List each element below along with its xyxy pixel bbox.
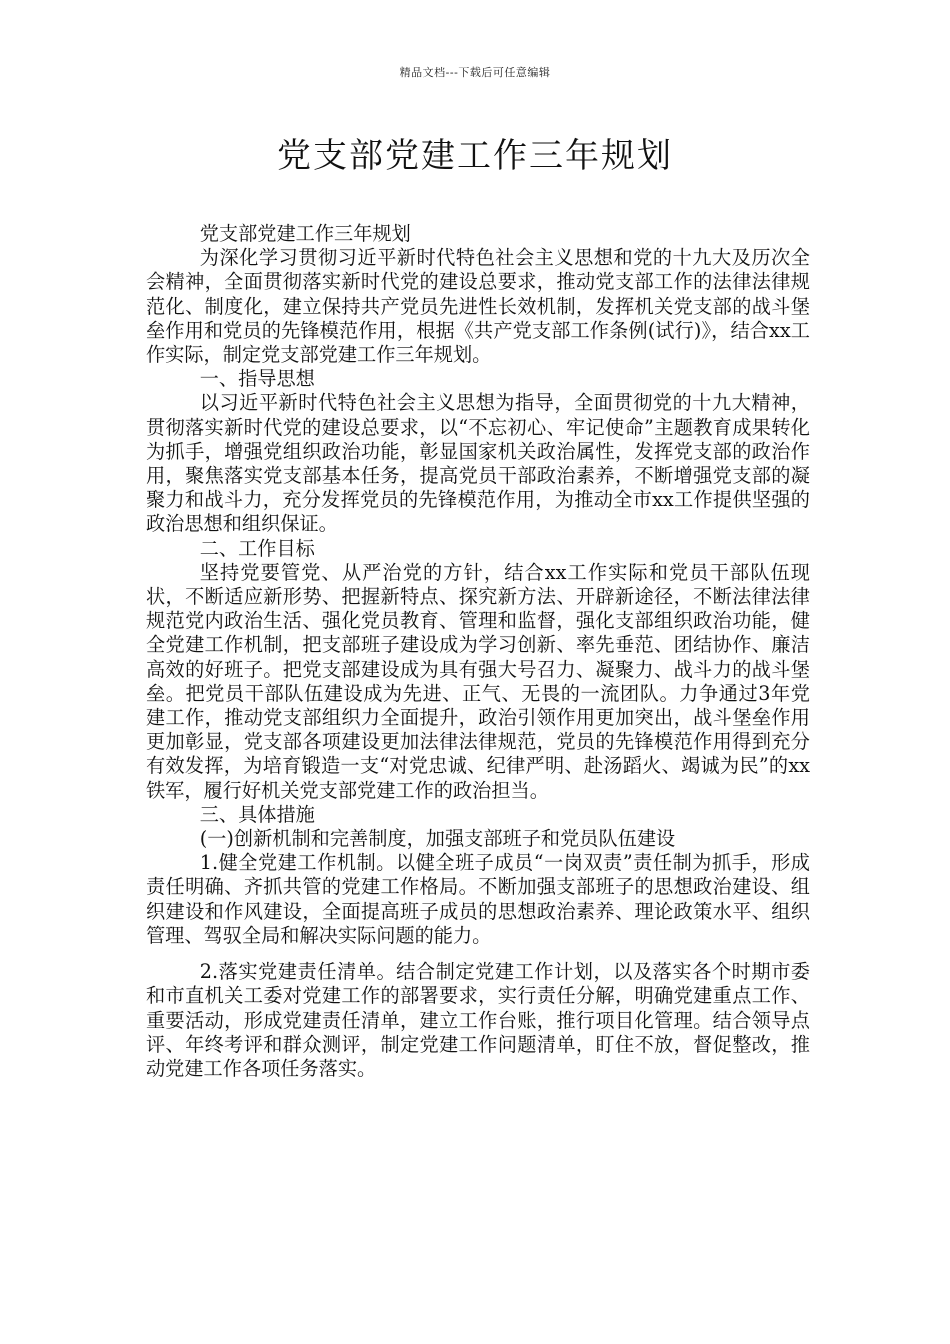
document-title: 党支部党建工作三年规划 xyxy=(277,136,673,176)
paragraph-intro: 为深化学习贯彻习近平新时代特色社会主义思想和党的十九大及历次全会精神，全面贯彻落实新时代党的建设总要求，推动党支部工作的法律法律规范化、制度化，建立保持共产党员先进性长效机制，发挥机关党支部的战斗堡垒作用和党员的先锋模范作用，根据《共产党支部工作条例(试行)》，结合xx工作实际，制定党支部党建工作三年规划。 xyxy=(146,246,810,367)
paragraph-subtitle: 党支部党建工作三年规划 xyxy=(199,222,411,245)
paragraph-guiding-ideology: 以习近平新时代特色社会主义思想为指导，全面贯彻党的十九大精神，贯彻落实新时代党的建设总要求，以“不忘初心、牢记使命”主题教育成果转化为抓手，增强党组织政治功能，彰显国家机关政治属性，发挥党支部的政治作用，聚焦落实党支部基本任务，提高党员干部政治素养，不断增强党支部的凝聚力和战斗力，充分发挥党员的先锋模范作用，为推动全市xx工作提供坚强的政治思想和组织保证。 xyxy=(146,391,810,536)
document-body xyxy=(146,222,810,1081)
section-heading-work-goals: 二、工作目标 xyxy=(199,536,315,560)
section-heading-specific-measures: 三、具体措施 xyxy=(199,802,315,826)
subsection-heading-mechanism: (一)创新机制和完善制度，加强支部班子和党员队伍建设 xyxy=(199,827,676,851)
page-header-note: 精品文档---下载后可任意编辑 xyxy=(399,66,551,79)
paragraph-item-2: 2.落实党建责任清单。结合制定党建工作计划，以及落实各个时期市委和市直机关工委对党建工作的部署要求，实行责任分解，明确党建重点工作、重要活动，形成党建责任清单，建立工作台账，推行项目化管理。结合领导点评、年终考评和群众测评，制定党建工作问题清单，盯住不放，督促整改，推动党建工作各项任务落实。 xyxy=(146,960,810,1080)
paragraph-item-1: 1.健全党建工作机制。以健全班子成员“一岗双责”责任制为抓手，形成责任明确、齐抓共管的党建工作格局。不断加强支部班子的思想政治建设、组织建设和作风建设，全面提高班子成员的思想政治素养、理论政策水平、组织管理、驾驭全局和解决实际问题的能力。 xyxy=(146,851,810,947)
section-heading-guiding-ideology: 一、指导思想 xyxy=(199,367,315,391)
paragraph-work-goals: 坚持党要管党、从严治党的方针，结合xx工作实际和党员干部队伍现状，不断适应新形势、把握新特点、探究新方法、开辟新途径，不断法律法律规范党内政治生活、强化党员教育、管理和监督，强化支部组织政治功能，健全党建工作机制，把支部班子建设成为学习创新、率先垂范、团结协作、廉洁高效的好班子。把党支部建设成为具有强大号召力、凝聚力、战斗力的战斗堡垒。把党员干部队伍建设成为先进、正气、无畏的一流团队。力争通过3年党建工作，推动党支部组织力全面提升，政治引领作用更加突出，战斗堡垒作用更加彰显，党支部各项建设更加法律法律规范，党员的先锋模范作用得到充分有效发挥，为培育锻造一支“对党忠诚、纪律严明、赴汤蹈火、竭诚为民”的xx铁军，履行好机关党支部党建工作的政治担当。 xyxy=(146,560,810,802)
